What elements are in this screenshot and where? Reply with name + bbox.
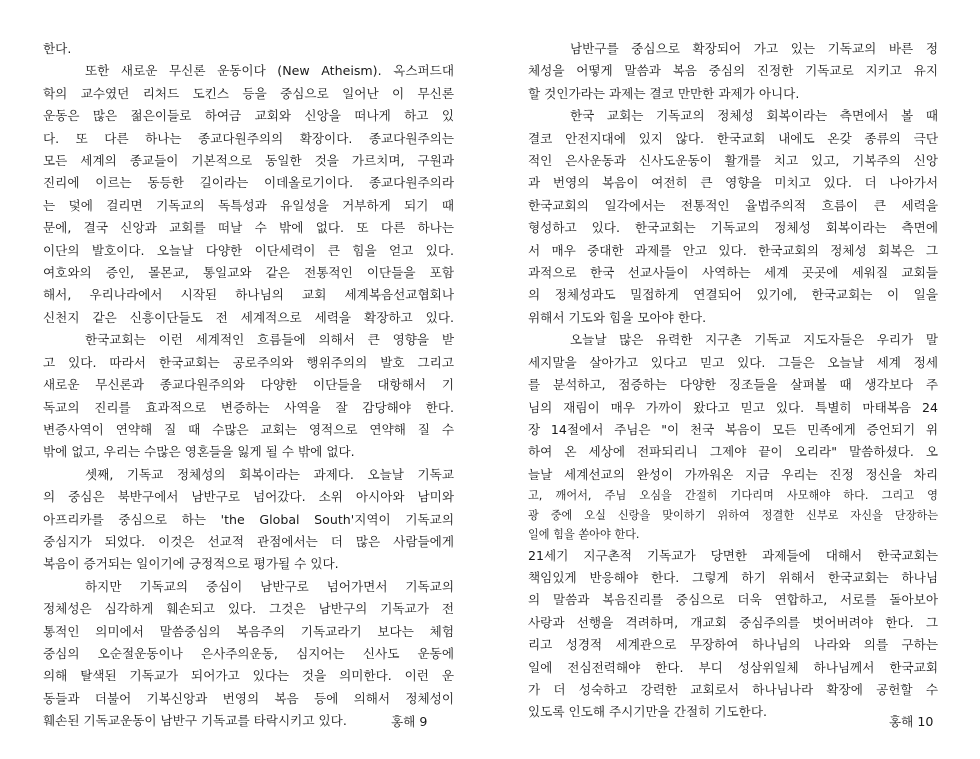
left-page-text-line: 셋째, 기독교 정체성의 회복이라는 과제다. 오늘날 기독교: [85, 466, 454, 482]
left-page-text-line: 진리에 이르는 동등한 길이라는 이데올로기이다. 종교다원주의라: [43, 175, 454, 191]
left-page-text-line: 운동은 많은 젊은이들로 하여금 교회와 신앙을 떠나게 하고 있: [43, 108, 454, 124]
left-page-text-line: 독교의 진리를 효과적으로 변증하는 사역을 잘 감당해야 한다.: [43, 399, 454, 415]
left-page-text-line: 모든 세계의 종교들이 기본적으로 동일한 것을 가르치며, 구원과: [43, 153, 454, 169]
right-page-text-line: 결코 안전지대에 있지 않다. 한국교회 내에도 온갖 종류의 극단: [528, 130, 938, 146]
right-page-text-line: 의 정체성과도 밀접하게 연결되어 있기에, 한국교회는 이 일을: [528, 287, 938, 303]
right-page-text-line: 서 매우 중대한 과제를 안고 있다. 한국교회의 정체성 회복은 그: [528, 242, 938, 258]
left-page-text-line: 다. 또 다른 하나는 종교다원주의의 확장이다. 종교다원주의는: [43, 130, 454, 146]
left-page-folio: 홍해 9: [391, 714, 428, 729]
right-page-text-line: 광 중에 오실 신랑을 맞이하기 위하여 정결한 신부로 자신을 단장하는: [528, 508, 938, 522]
left-page-text-line: 의 중심은 북반구에서 남반구로 넘어갔다. 소위 아시아와 남미와: [43, 489, 454, 505]
left-page-text-line: 복음이 증거되는 일이기에 긍정적으로 평가될 수 있다.: [43, 556, 339, 572]
right-page-text-line: 세지말을 살아가고 있다고 믿고 있다. 그들은 오늘날 세계 정세: [528, 354, 938, 370]
left-page-text-line: 새로운 무신론과 종교다원주의와 다양한 이단들을 대항해서 기: [43, 377, 454, 393]
left-page-text-line: 훼손된 기독교운동이 남반구 기독교를 타락시키고 있다.: [43, 713, 347, 729]
right-page-text-line: 를 분석하고, 점증하는 다양한 징조들을 살펴볼 때 생각보다 주: [528, 377, 938, 393]
right-page-text-line: 일에 전심전력해야 한다. 부디 성삼위일체 하나님께서 한국교회: [528, 659, 938, 675]
left-page-text-line: 한다.: [43, 41, 72, 56]
left-page-text-line: 변증사역이 연약해 질 때 수많은 교회는 영적으로 연약해 질 수: [43, 421, 454, 437]
right-page-folio: 홍해 10: [889, 714, 934, 729]
left-page-text-line: 신천지 같은 신흥이단들도 전 세계적으로 세력을 확장하고 있다.: [43, 309, 454, 325]
right-page-text-line: 의 말씀과 복음진리를 중심으로 더욱 연합하고, 서로를 돌아보아: [528, 592, 938, 608]
right-page-text-line: 장 14절에서 주님은 "이 천국 복음이 모든 민족에게 증언되기 위: [528, 421, 938, 437]
left-page-text-line: 정체성은 심각하게 훼손되고 있다. 그것은 남반구의 기독교가 전: [43, 601, 454, 617]
left-page-text-line: 학의 교수였던 리처드 도킨스 등을 중심으로 일어난 이 무신론: [43, 85, 454, 101]
right-page-text-line: 위해서 기도와 힘을 모아야 한다.: [528, 309, 707, 325]
left-page-text-line: 는 덫에 걸리면 기독교의 독특성과 유일성을 거부하게 되기 때: [43, 197, 454, 213]
left-page-text-line: 이단의 발호이다. 오늘날 다양한 이단세력이 큰 힘을 얻고 있다.: [43, 242, 454, 258]
left-page-text-line: 의해 탈색된 기독교가 되어가고 있다는 것을 의미한다. 이런 운: [43, 668, 454, 684]
right-page-text-line: 적인 은사운동과 신사도운동이 활개를 치고 있고, 기복주의 신앙: [528, 153, 938, 169]
left-page-text-line: 동들과 더불어 기복신앙과 번영의 복음 등에 의해서 정체성이: [43, 690, 454, 706]
left-page-text-line: 중심의 오순절운동이나 은사주의운동, 심지어는 신사도 운동에: [43, 645, 454, 661]
left-page-text-line: 중심지가 되었다. 이것은 선교적 관점에서는 더 많은 사람들에게: [43, 533, 454, 549]
right-page-text-line: 남반구를 중심으로 확장되어 가고 있는 기독교의 바른 정: [570, 41, 938, 56]
right-page-text-line: 한국 교회는 기독교의 정체성 회복이라는 측면에서 볼 때: [570, 108, 938, 124]
right-page-text-line: 과 번영의 복음이 여전히 큰 영향을 미치고 있다. 더 나아가서: [528, 175, 938, 191]
right-page-text-line: 가 더 성숙하고 강력한 교회로서 하나님나라 확장에 공헌할 수: [528, 682, 938, 698]
left-page-text-line: 또한 새로운 무신론 운동이다 (New Atheism). 옥스퍼드대: [85, 63, 454, 79]
left-page-text-line: 문에, 결국 신앙과 교회를 떠날 수 밖에 없다. 또 다른 하나는: [43, 220, 454, 236]
left-page-text-line: 해서, 우리나라에서 시작된 하나님의 교회 세계복음선교협회나: [43, 287, 454, 303]
left-page-text-line: 고 있다. 따라서 한국교회는 공로주의와 행위주의의 발호 그리고: [43, 354, 454, 370]
right-page-text-line: 하여 온 세상에 전파되리니 그제야 끝이 오리라" 말씀하셨다. 오: [528, 444, 938, 460]
right-page-text-line: 책임있게 반응해야 한다. 그렇게 하기 위해서 한국교회는 하나님: [528, 570, 938, 586]
right-page-text-line: 사랑과 선행을 격려하며, 개교회 중심주의를 벗어버려야 한다. 그: [528, 614, 938, 630]
right-page-text-line: 늘날 세계선교의 완성이 가까워온 지금 우리는 진정 정신을 차리: [528, 466, 938, 482]
left-page-text-line: 하지만 기독교의 중심이 남반구로 넘어가면서 기독교의: [85, 578, 454, 594]
left-page-text-line: 밖에 없고, 우리는 수많은 영혼들을 잃게 될 수 밖에 없다.: [43, 444, 355, 460]
left-page-body: [43, 38, 454, 733]
right-page-text-line: 오늘날 많은 유력한 지구촌 기독교 지도자들은 우리가 말: [570, 332, 938, 348]
right-page-text-line: 과적으로 한국 선교사들이 사역하는 세계 곳곳에 세워질 교회들: [528, 265, 938, 281]
right-page-text-line: 체성을 어떻게 말씀과 복음 중심의 진정한 기독교로 지키고 유지: [528, 63, 938, 79]
right-page-text-line: 리고 성경적 세계관으로 무장하여 하나님의 나라와 의를 구하는: [528, 637, 938, 653]
right-page-body: [528, 38, 938, 724]
right-page-text-line: 형성하고 있다. 한국교회는 기독교의 정체성 회복이라는 측면에: [528, 220, 938, 236]
left-page-text-line: 아프리카를 중심으로 하는 'the Global South'지역이 기독교의: [43, 511, 454, 527]
right-page-text-line: 일에 힘을 쏟아야 한다.: [528, 528, 640, 542]
right-page-text-line: 할 것인가라는 과제는 결코 만만한 과제가 아니다.: [528, 85, 800, 101]
left-page-text-line: 한국교회는 이런 세계적인 흐름들에 의해서 큰 영향을 받: [85, 332, 454, 348]
left-page-text-line: 통적인 의미에서 말씀중심의 복음주의 기독교라기 보다는 체험: [43, 623, 454, 639]
right-page-text-line: 고, 깨어서, 주님 오심을 간절히 기다리며 사모해야 하다. 그리고 영: [528, 489, 938, 503]
right-page-text-line: 한국교회의 일각에서는 전통적인 율법주의적 흐름이 큰 세력을: [528, 197, 938, 213]
right-page-text-line: 님의 재림이 매우 가까이 왔다고 믿고 있다. 특별히 마태복음 24: [528, 399, 938, 415]
right-page-text-line: 있도록 인도해 주시기만을 간절히 기도한다.: [528, 704, 767, 720]
right-page-text-line: 21세기 지구촌적 기독교가 당면한 과제들에 대해서 한국교회는: [528, 547, 938, 563]
left-page-text-line: 여호와의 증인, 몰몬교, 통일교와 같은 전통적인 이단들을 포함: [43, 265, 454, 281]
